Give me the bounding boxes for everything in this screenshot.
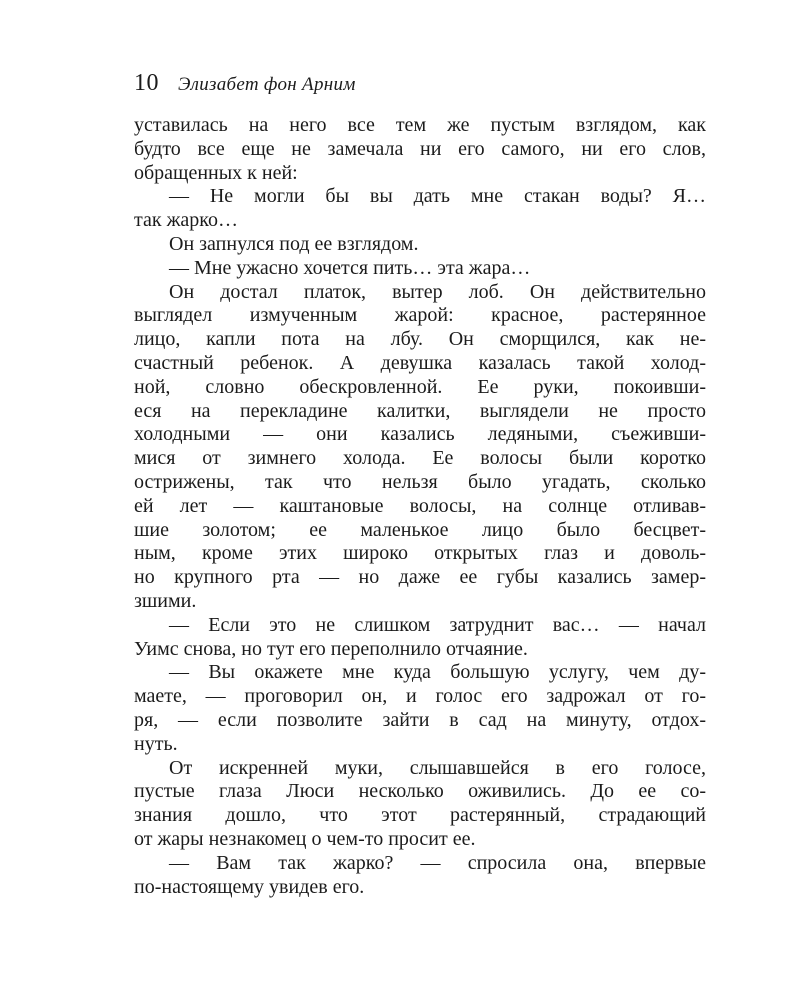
text-line: ей лет — каштановые волосы, на солнце отливав- — [134, 494, 706, 517]
text-line: — Не могли бы вы дать мне стакан воды? Я… — [169, 185, 706, 208]
text-line: ным, кроме этих широко открытых глаз и доволь- — [134, 542, 706, 565]
text-line: Он запнулся под ее взглядом. — [169, 232, 419, 255]
text-line: Уимс снова, но тут его переполнило отчаяние. — [134, 637, 528, 660]
text-line: — Вам так жарко? — спросила она, впервые — [169, 851, 706, 874]
text-line: так жарко… — [134, 209, 238, 232]
page-number: 10 — [134, 70, 159, 96]
text-line: обращенных к ней: — [134, 161, 298, 184]
text-line: От искренней муки, слышавшейся в его голосе, — [169, 756, 706, 779]
text-line: еся на перекладине калитки, выглядели не просто — [134, 399, 706, 422]
text-line: от жары незнакомец о чем-то просит ее. — [134, 827, 476, 850]
text-line: пустые глаза Люси несколько оживились. До ее со- — [134, 780, 706, 803]
text-line: будто все еще не замечала ни его самого, ни его слов, — [134, 137, 706, 160]
text-line: острижены, так что нельзя было угадать, сколько — [134, 470, 706, 493]
text-line: шие золотом; ее маленькое лицо было бесцвет- — [134, 518, 706, 541]
text-line: — Если это не слишком затруднит вас… — начал — [169, 613, 706, 636]
text-line: зшими. — [134, 589, 197, 612]
text-line: знания дошло, что этот растерянный, страдающий — [134, 804, 706, 827]
text-line: маете, — проговорил он, и голос его задрожал от го- — [134, 685, 706, 708]
body-text — [134, 114, 706, 899]
page-header — [134, 70, 356, 97]
text-line: нуть. — [134, 732, 178, 755]
text-line: уставилась на него все тем же пустым взглядом, как — [134, 114, 706, 136]
text-line: холодными — они казались ледяными, съеживши- — [134, 423, 706, 446]
text-line: по-настоящему увидев его. — [134, 875, 365, 898]
text-line: Он достал платок, вытер лоб. Он действительно — [169, 280, 706, 303]
text-line: ря, — если позволите зайти в сад на минуту, отдох- — [134, 708, 706, 731]
text-line: — Вы окажете мне куда большую услугу, чем ду- — [169, 661, 706, 684]
text-line: выглядел измученным жарой: красное, растерянное — [134, 304, 706, 327]
text-line: — Мне ужасно хочется пить… эта жара… — [169, 256, 531, 279]
running-title: Элизабет фон Арним — [178, 74, 356, 95]
text-line: лицо, капли пота на лбу. Он сморщился, как не- — [134, 328, 706, 351]
text-line: ной, словно обескровленной. Ее руки, покоивши- — [134, 375, 706, 398]
text-line: мися от зимнего холода. Ее волосы были коротко — [134, 447, 706, 470]
text-line: счастный ребенок. А девушка казалась такой холод- — [134, 351, 706, 374]
text-line: но крупного рта — но даже ее губы казались замер- — [134, 566, 706, 589]
